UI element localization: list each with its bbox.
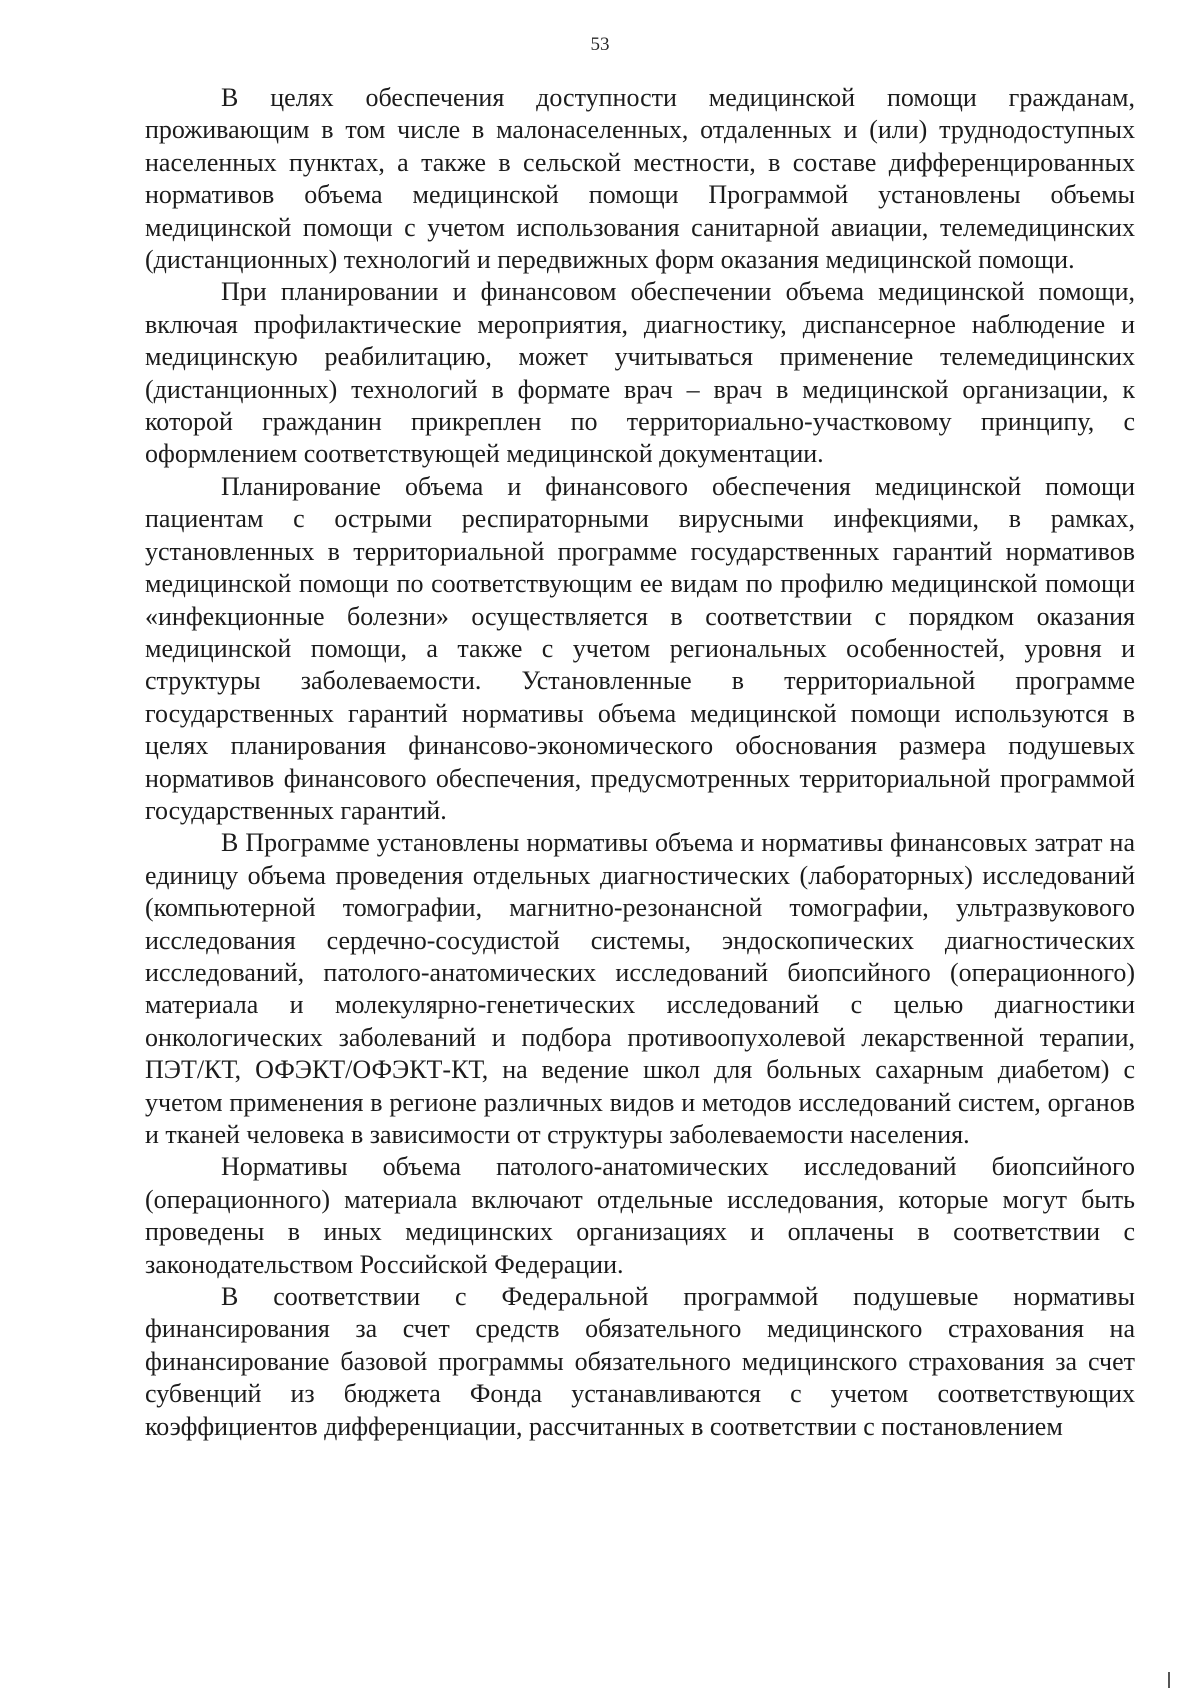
scan-artifact-mark	[1168, 1672, 1170, 1688]
paragraph-6: В соответствии с Федеральной программой подушевые нормативы финансирования за счет средств обязательного медицинского страхования на финансирование базовой программы обязательного медицинского страхования за счет субвенций из бюджета Фонда устанавливаются с учетом соответствующих коэффициентов дифференциации, рассчитанных в соответствии с постановлением	[145, 1282, 1135, 1441]
paragraph-5: Нормативы объема патолого-анатомических исследований биопсийного (операционного) материала включают отдельные исследования, которые могут быть проведены в иных медицинских организациях и оплачены в соответствии с законодательством Российской Федерации.	[145, 1152, 1135, 1279]
paragraph-4: В Программе установлены нормативы объема и нормативы финансовых затрат на единицу объема проведения отдельных диагностических (лабораторных) исследований (компьютерной томографии, магнитно-резонансной томографии, ультразвукового исследования сердечно-сосудистой системы, эндоскопических диагностических исследований, патолого-анатомических исследований биопсийного (операционного) материала и молекулярно-генетических исследований с целью диагностики онкологических заболеваний и подбора противоопухолевой лекарственной терапии, ПЭТ/КТ, ОФЭКТ/ОФЭКТ-КТ, на ведение школ для больных сахарным диабетом) с учетом применения в регионе различных видов и методов исследований систем, органов и тканей человека в зависимости от структуры заболеваемости населения.	[145, 828, 1135, 1149]
paragraph-1: В целях обеспечения доступности медицинской помощи гражданам, проживающим в том числе в малонаселенных, отдаленных и (или) труднодоступных населенных пунктах, а также в сельской местности, в составе дифференцированных нормативов объема медицинской помощи Программой установлены объемы медицинской помощи с учетом использования санитарной авиации, телемедицинских (дистанционных) технологий и передвижных форм оказания медицинской помощи.	[145, 83, 1135, 275]
paragraph-2: При планировании и финансовом обеспечении объема медицинской помощи, включая профилактические мероприятия, диагностику, диспансерное наблюдение и медицинскую реабилитацию, может учитываться применение телемедицинских (дистанционных) технологий в формате врач – врач в медицинской организации, к которой гражданин прикреплен по территориально-участковому принципу, с оформлением соответствующей медицинской документации.	[145, 277, 1135, 469]
page-number: 53	[590, 34, 610, 55]
document-body	[145, 82, 1135, 1443]
paragraph-3: Планирование объема и финансового обеспечения медицинской помощи пациентам с острыми респираторными вирусными инфекциями, в рамках, установленных в территориальной программе государственных гарантий нормативов медицинской помощи по соответствующим ее видам по профилю медицинской помощи «инфекционные болезни» осуществляется в соответствии с порядком оказания медицинской помощи, а также с учетом региональных особенностей, уровня и структуры заболеваемости. Установленные в территориальной программе государственных гарантий нормативы объема медицинской помощи используются в целях планирования финансово-экономического обоснования размера подушевых нормативов финансового обеспечения, предусмотренных территориальной программой государственных гарантий.	[145, 471, 1135, 825]
